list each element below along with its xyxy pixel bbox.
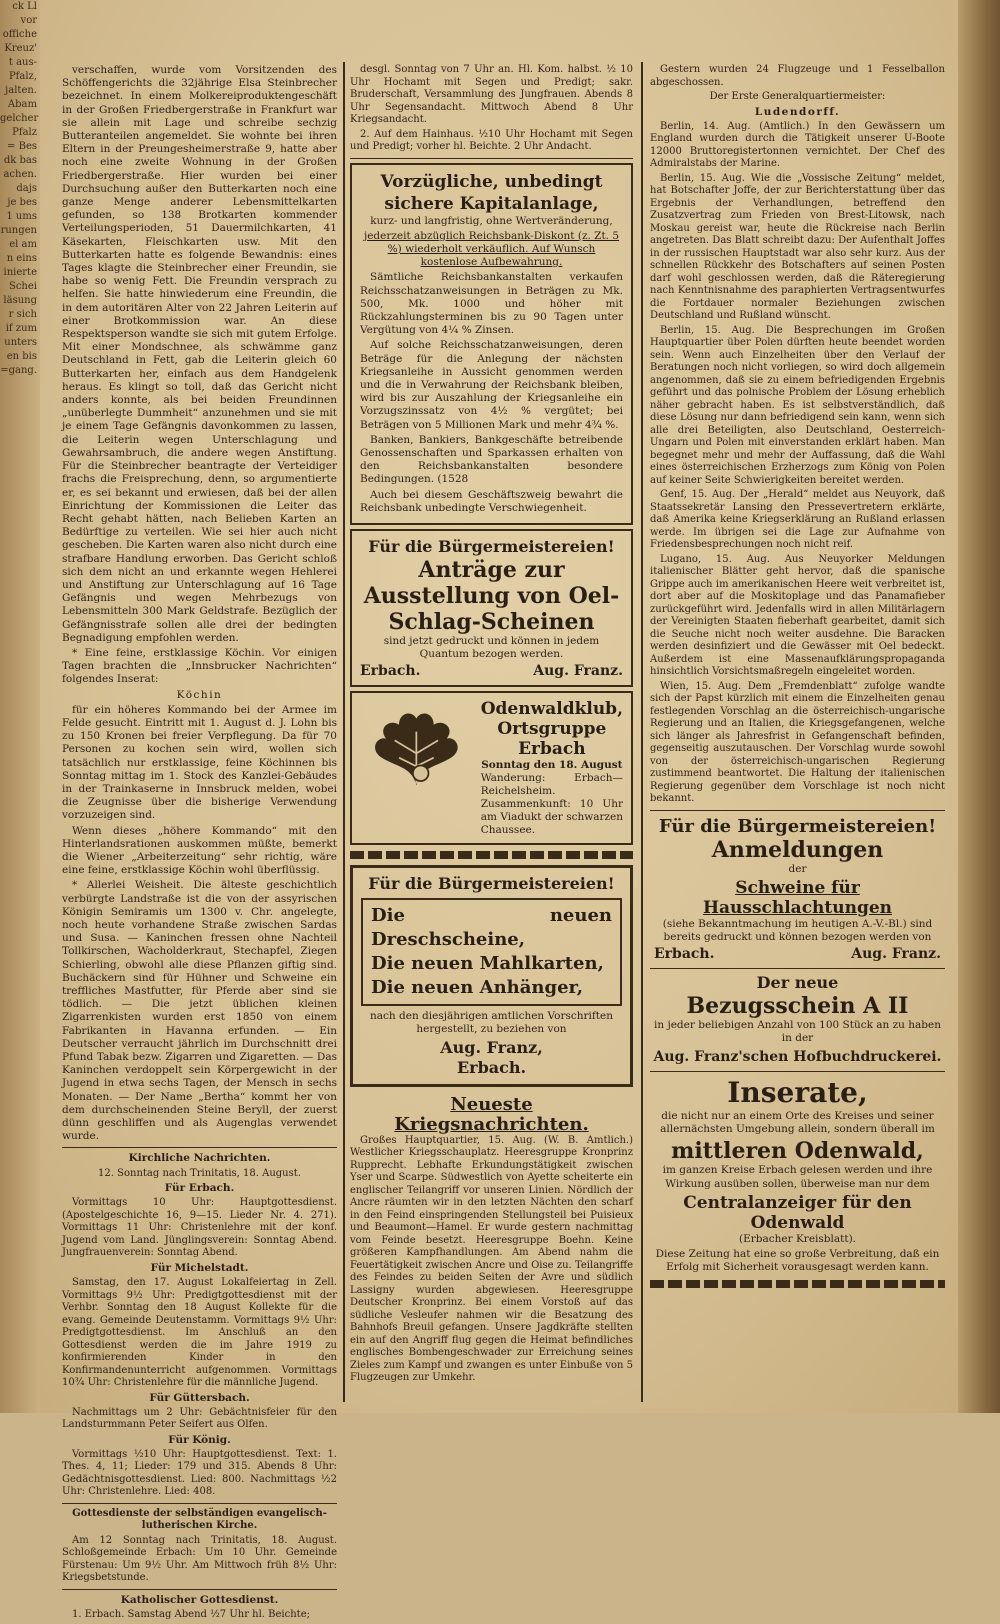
- ad-text: in jeder beliebigen Anzahl von 100 Stück an zu haben in der: [654, 1018, 941, 1044]
- ad-firm: Aug. Franz.: [533, 663, 623, 680]
- divider: [62, 1503, 337, 1504]
- margin-fragment: if zum: [5, 323, 37, 334]
- parish-text: Nachmittags um 2 Uhr: Gebächtnisfeier für den Landsturmmann Peter Seifert aus Olfen.: [62, 1406, 337, 1431]
- article-paragraph: Gestern wurden 24 Flugzeuge und 1 Fesselballon abgeschossen.: [650, 64, 945, 88]
- club-title: Odenwaldklub, Ortsgruppe Erbach: [480, 698, 623, 759]
- ad-title: Inserate,: [727, 1075, 868, 1109]
- article-paragraph: Berlin, 15. Aug. Die Besprechungen im Großen Hauptquartier über Polen dürften heute beendet worden sein. Wenn auch Einzelheiten über den Verlauf der Beratungen noch nicht vorliegen, so wird doch allgemein angenommen, daß sie zu einem befriedigenden Ergebnis geführt und das polnische Problem der Lösung erheblich näher gebracht haben. Es ist selbstverständlich, daß diese Lösung nur dann befriedigend sein kann, wenn sich alle drei Beteiligten, also Deutschland, Oesterreich-Ungarn und Polen mit einverstanden erklärt haben. Man begegnet mehr und mehr der Auffassung, daß die Wahl eines österreichischen Erzherzogs zum König von Polen auf keiner Seite Schwierigkeiten bereitet werden.: [650, 324, 945, 486]
- ad-text: (Erbacher Kreisblatt).: [738, 1232, 856, 1245]
- divider: [62, 1147, 337, 1148]
- margin-fragment: r sich: [8, 309, 37, 320]
- article-paragraph: Großes Hauptquartier, 15. Aug. (W. B. Amtlich.) Westlicher Kriegsschauplatz. Heeresgruppe Kronprinz Rupprecht. Lebhafte Erkundungstätigkeit zwischen Yser und Scarpe. Südwestlich von Ayette scheiterte ein englischer Teilangriff vor unseren Linien. Nördlich der Ancre räumten wir in den letzten Nächten den scharf in den Feind einspringenden Stellungsteil bei Puisieux und Beaumont—Hamel. Er wurde gestern nachmittag vom Feinde besetzt. Heeresgruppe Boehn. Keine größeren Kampfhandlungen. Am Abend nahm die Feuertätigkeit zwischen Ancre und Oise zu. Teilangriffe des Feindes zu beiden Seiten der Avre und südlich Lassigny wurden abgewiesen. Heeresgruppe Deutscher Kronprinz. Bei einem Vorstoß auf das südliche Vesleufer nahmen wir die Besatzung des Bahnhofs Breuil gefangen. Unsere Jagdkräfte stellten ein auf den Angriff flug gegen die Heimat befindliches englisches Bombengeschwader zur Erreichung seines Zieles zum Kampf und zwangen es unter Einbuße von 5 Flugzeugen zur Umkehr.: [350, 1134, 633, 1384]
- margin-fragment: ck Ll vor: [12, 1, 37, 26]
- parish-text: Vormittags 10 Uhr: Hauptgottesdienst. (Apostelgeschichte 16, 9—15. Lieder Nr. 4. 271). Vormittags 11 Uhr: Christenlehre mit der konf. Jugend vom Land. Jünglingsverein: Sonntag Abend. Jungfrauenverein: Sonntag Abend.: [62, 1197, 337, 1259]
- divider: [650, 968, 945, 969]
- margin-fragment: unters: [4, 337, 37, 348]
- oak-leaf-emblem-icon: [360, 699, 473, 799]
- article-paragraph: * Allerlei Weisheit. Die älteste geschichtlich verbürgte Landstraße ist die von der assyrischen Königin Semiramis um 1300 v. Chr. angelegte, noch heute vorhandene Straße zwischen Sardas und Susa. — Kaninchen fressen ohne Nachteil Tollkirschen, Wacholderkraut, Stechapfel, Ziegen Schierling, obwohl alle diese Pflanzen giftig sind. Buchäckern sind für Hühner und Schweine ein treffliches Mastfutter, für Pferde aber sind sie tödlich. — Die jetzt üblichen kleinen Zigarrenkisten wurden erst 1850 von einem Fabrikanten in Havanna erfunden. — Ein Deutscher verraucht jährlich im Durchschnitt drei Pfund Tabak bezw. Zigarren und Zigaretten. — Das Kaninchen verdoppelt sein Körpergewicht in der Jugend in etwa sechs Tagen, der Mensch in sechs Monaten. — Der Name „Bertha“ kommt her von dem durchscheinenden Steine Beryll, der zuerst dünn geschliffen und als Augenglas verwendet wurde.: [62, 879, 337, 1143]
- ad-inserate: [650, 1076, 945, 1274]
- ad-list-item: Die neuen Mahlkarten,: [371, 952, 604, 974]
- ad-heading: Der neue: [756, 972, 839, 992]
- article-paragraph: Berlin, 14. Aug. (Amtlich.) In den Gewässern um England wurden durch die Tätigkeit unserer U-Boote 12000 Bruttoregistertonnen vernichtet. Der Chef des Admiralstabs der Marine.: [650, 120, 945, 170]
- ad-list-item: Die neuen Anhänger,: [371, 976, 583, 998]
- divider: [650, 1071, 945, 1072]
- ad-text: die nicht nur an einem Orte des Kreises und seiner allernächsten Umgebung allein, sondern überall im: [660, 1109, 935, 1136]
- margin-fragment: gelcher: [0, 113, 39, 124]
- club-text: Wanderung: Erbach—Reichelsheim. Zusammenkunft: 10 Uhr am Viadukt der schwarzen Chaussee.: [480, 771, 623, 836]
- ornamental-border: [650, 1280, 945, 1288]
- ad-paragraph: Auch bei diesem Geschäftszweig bewahrt die Reichsbank unbedingte Verschwiegenheit.: [360, 488, 623, 514]
- parish-text: Am 12 Sonntag nach Trinitatis, 18. August. Schloßgemeinde Erbach: Um 10 Uhr. Gemeinde Fürstenau: Um 9½ Uhr. Am Mittwoch früh 8½ Uhr: Kriegsbetstunde.: [62, 1534, 337, 1584]
- ad-line: jederzeit abzüglich Reichsbank-Diskont (z. Zt. 5 %) wiederholt verkäuflich. Auf Wunsch kostenlose Aufbewahrung.: [363, 229, 620, 269]
- margin-fragment: en bis: [6, 351, 37, 362]
- ad-paper-name: Centralanzeiger für den Odenwald: [683, 1192, 912, 1233]
- margin-fragment: achen.: [3, 169, 37, 180]
- section-heading: Kirchliche Nachrichten.: [128, 1152, 271, 1165]
- article-paragraph: für ein höheres Kommando bei der Armee im Felde gesucht. Eintritt mit 1. August d. J. Lohn bis zu 150 Kronen bei freier Verpflegung. Da für 70 Personen zu kochen sein wird, wollen sich tatsächlich nur erstklassige, feine Köchinnen bis Sonntag mittag im 1. Stock des Kanzlei-Gebäudes in der Trainkaserne in Innsbruck melden, wobei die Zeugnisse über die bisherige Verwendung vorzuzeigen sind.: [62, 703, 337, 822]
- ad-line: kurz- und langfristig, ohne Wertveränderung,: [370, 214, 613, 227]
- ad-text: (siehe Bekanntmachung im heutigen A.-V.-Bl.) sind bereits gedruckt und können bezogen werden von: [662, 917, 933, 944]
- margin-fragment: Pfalz,: [8, 71, 37, 82]
- ad-subtitle: Schweine für Hausschlachtungen: [702, 877, 893, 918]
- column-2: [350, 64, 633, 1387]
- ad-heading: Für die Bürgermeistereien!: [368, 873, 615, 893]
- ad-kapitalanlage: [350, 163, 633, 525]
- parish-text: 1. Erbach. Samstag Abend ½7 Uhr hl. Beichte;: [72, 1609, 310, 1621]
- ad-text: im ganzen Kreise Erbach gelesen werden und ihre Wirkung ausüben sollen, überweise man nur dem: [662, 1164, 933, 1190]
- divider: [350, 158, 633, 159]
- parish-heading: Für Güttersbach.: [149, 1391, 250, 1404]
- ad-text: nach den diesjährigen amtlichen Vorschriften hergestellt, zu beziehen von: [370, 1009, 613, 1035]
- ad-paragraph: Sämtliche Reichsbankanstalten verkaufen Reichsschatzanweisungen in Beträgen zu Mk. 500, Mk. 1000 und höher mit Rückzahlungsterminen bis zu 90 Tagen unter Vergütung von 4¼ % Zinsen.: [360, 271, 623, 337]
- ad-bezugsschein: [650, 973, 945, 1067]
- article-paragraph: 2. Auf dem Hainhaus. ½10 Uhr Hochamt mit Segen und Predigt; vorher hl. Beichte. 2 Uhr Andacht.: [350, 128, 633, 152]
- ad-list-item: Die neuen Dreschscheine,: [371, 904, 612, 950]
- ad-dreschscheine: [350, 865, 633, 1087]
- article-paragraph: Wien, 15. Aug. Dem „Fremdenblatt“ zufolge wandte sich der Papst kürzlich mit einem die Einzelheiten genau festlegenden Vorschlag an die österreichisch-ungarische Regierung und an Italien, die Kriegsgefangenen, welche sich länger als Jahresfrist in Gefangenschaft befinden, gegenseitig auszutauschen. Der Vorschlag wurde sowohl von der österreichisch-ungarischen Regierung zustimmend beantwortet. Die Haltung der italienischen Regierung gegenüber dem Vorschlage ist noch nicht bekannt.: [650, 680, 945, 805]
- ad-firm: Aug. Franz,: [440, 1037, 543, 1057]
- article-paragraph: Wenn dieses „höhere Kommando“ mit den Hinterlandsrationen auskommen müßte, bemerkt die Wiener „Arbeiterzeitung“ sehr richtig, wäre eine feine, erstklassige Köchin wohl überflüssig.: [62, 824, 337, 877]
- ad-firm: Aug. Franz'schen Hofbuchdruckerei.: [653, 1048, 942, 1065]
- margin-fragment: je bes: [7, 197, 37, 208]
- ad-title: Anträge zur Ausstellung von Oel-Schlag-Scheinen: [363, 556, 620, 635]
- margin-fragment: 1 ums: [6, 211, 37, 222]
- section-subheading: 12. Sonntag nach Trinitatis, 18. August.: [98, 1167, 301, 1179]
- section-heading: Neueste Kriegsnachrichten.: [394, 1093, 589, 1135]
- left-margin-fragments: [0, 0, 40, 1413]
- ad-schweine: [650, 815, 945, 964]
- margin-fragment: inierte: [3, 267, 37, 278]
- divider: [650, 810, 945, 811]
- divider: [62, 1589, 337, 1590]
- article-paragraph: Lugano, 15. Aug. Aus Neuyorker Meldungen italienischer Blätter geht hervor, daß die spanische Grippe auch im amerikanischen Heere weit verbreitet ist, dort aber auf die Moskitoplage und das Panamafieber zurückgeführt wird. Jedenfalls wird in allen Militärlagern der Vereinigten Staaten fieberhaft gearbeitet, damit sich die Seuche nicht noch weiter ausdehne. Die Baracken werden desinfiziert und die Gewässer mit Oel bedeckt. Außerdem ist eine Massenaufklärungspropaganda hinsichtlich Vorsichtsmaßregeln eingeleitet worden.: [650, 553, 945, 678]
- margin-fragment: rungen: [0, 225, 37, 236]
- ad-text: Diese Zeitung hat eine so große Verbreitung, daß ein Erfolg mit Sicherheit vorausgesagt werden kann.: [655, 1247, 940, 1274]
- column-divider: [641, 62, 643, 1402]
- parish-text: Vormittags ½10 Uhr: Hauptgottesdienst. Text: 1. Thes. 4, 11; Lieder: 179 und 315. Abends 8 Uhr: Gedächtnisgottesdienst. Lied: 800. Nachmittags ½2 Uhr: Christenlehre. Lied: 408.: [62, 1448, 337, 1498]
- ad-firm: Aug. Franz.: [851, 946, 941, 963]
- margin-fragment: jalten.: [5, 85, 37, 96]
- article-paragraph: * Eine feine, erstklassige Köchin. Vor einigen Tagen brachten die „Innsbrucker Nachrichten“ folgendes Inserat:: [62, 646, 337, 686]
- ad-place: Erbach.: [456, 1057, 527, 1077]
- parish-text: Samstag, den 17. August Lokalfeiertag in Zell. Vormittags 9½ Uhr: Predigtgottesdienst mit der Verhbr. Sonntag den 18 August Kollekte für die evang. Gemeinde Deutenstamm. Vormittags 9½ Uhr: Predigtgottesdienst. Im Anschluß an den Gottesdienst werden die im Jahre 1919 zu konfirmierenden Kinder in den Konfirmandenunterricht aufgenommen. Vormittags 10¾ Uhr: Christenlehre für die männliche Jugend.: [62, 1277, 337, 1389]
- margin-fragment: =gang.: [0, 365, 37, 376]
- ad-text: der: [788, 862, 807, 875]
- ad-oel-schlag: [350, 529, 633, 687]
- signature-name: Ludendorff.: [754, 105, 841, 118]
- ad-paragraph: Banken, Bankiers, Bankgeschäfte betreibende Genossenschaften und Sparkassen erhalten von den Reichsbankanstalten besondere Bedingungen. (1528: [360, 433, 623, 486]
- ad-text: sind jetzt gedruckt und können in jedem Quantum bezogen werden.: [383, 634, 600, 661]
- ad-odenwaldklub: [350, 691, 633, 845]
- margin-fragment: Kreuz': [4, 43, 37, 54]
- margin-fragment: n eins: [6, 253, 37, 264]
- section-heading: Katholischer Gottesdienst.: [120, 1593, 279, 1606]
- signature-heading: Der Erste Generalquartiermeister:: [709, 91, 886, 102]
- article-paragraph: Berlin, 15. Aug. Wie die „Vossische Zeitung“ meldet, hat Botschafter Joffe, der zur Berichterstattung über das Ergebnis der Verhandlungen, betreffend den Zusatzvertrag zum Frieden von Brest-Litowsk, nach Moskau gereist war, heute die Rückreise nach Berlin angetreten. Das Blatt schreibt dazu: Der Aufenthalt Joffes in der russischen Hauptstadt war also sehr kurz. Aus der schnellen Rückkehr des Botschafters auf seinen Posten darf wohl geschlossen werden, daß die Räteregierung nach Kenntnisnahme des paraphierten Vertragsentwurfes die Fortdauer normaler Beziehungen zwischen Deutschland und Rußland wünscht.: [650, 172, 945, 322]
- parish-heading: Für Michelstadt.: [150, 1261, 249, 1274]
- ad-place: Erbach.: [360, 663, 421, 680]
- margin-fragment: dk bas: [3, 155, 37, 166]
- ad-heading: Für die Bürgermeistereien!: [658, 815, 937, 837]
- ornamental-border: [350, 851, 633, 859]
- ad-region: mittleren Odenwald,: [671, 1138, 924, 1165]
- club-date: Sonntag den 18. August: [481, 758, 623, 771]
- parish-heading: Für Erbach.: [164, 1182, 235, 1195]
- article-paragraph: desgl. Sonntag von 7 Uhr an. Hl. Kom. halbst. ½ 10 Uhr Hochamt mit Segen und Predigt; sakr. Bruderschaft, Versammlung des Jungfrauen. Abends 8 Uhr Segensandacht. Mittwoch Abend 8 Uhr Kriegsandacht.: [350, 64, 633, 125]
- margin-fragment: offiche: [2, 29, 37, 40]
- margin-fragment: Schei: [8, 281, 37, 292]
- column-1: [62, 64, 337, 1624]
- margin-fragment: Abam: [7, 99, 37, 110]
- margin-fragment: = Bes: [7, 141, 37, 152]
- margin-fragment: Pfalz: [12, 127, 37, 138]
- ad-heading: Für die Bürgermeistereien!: [368, 536, 615, 556]
- column-divider: [343, 62, 345, 1402]
- parish-heading: Für König.: [168, 1433, 231, 1446]
- article-paragraph: verschaffen, wurde vom Vorsitzenden des Schöffengerichts die 32jährige Elsa Steinbrecher bezeichnet. In einem Molkereiproduktengeschäft in der Großen Friedbergerstraße in Frankfurt war sie allein mit Lage und schreibe sechzig Butteranteilen angemeldet. Sie wohnte bei ihren Eltern in der Preungesheimerstraße 9, hatte aber noch eine zweite Wohnung in der Großen Friedbergerstraße. Hier wurden bei einer Durchsuchung außer den Butterkarten noch eine ganze Menge anderer Lebensmittelkarten gefunden, so 138 Brotkarten kommender Verteilungsperioden, 51 Dauermilchkarten, 41 Käsekarten, Fleischkarten usw. Mit den Butterkarten hatte es folgende Bewandnis: eines Tages klagte die Steinbrecher einer Freundin, sie habe so wenig Fett. Die Freundin versprach zu helfen. Sie hatte hinwiederum eine Freundin, die in dem autoritären Alter von 22 Jahren Leiterin auf einer Brotkommission war. An diese Respektsperson wandte sie sich mit gutem Erfolge. Mit einer Mondschnee, als schwämme ganz Deutschland in Fett, gab die Leiterin gleich 60 Butterkarten her, einfach aus dem Handgelenk heraus. Es klingt so toll, daß das Gericht nicht anders konnte, als bei beiden Freundinnen „unüberlegte Dummheit“ anzunehmen und sie mit je einem Tage Gefängnis davonkommen zu lassen, die Leiterin wegen Unterschlagung und Gewahrsambruch, die andere wegen Anstiftung. Für die Steinbrecher beantragte der Verteidiger frachs die Freisprechung, denn, so argumentierte er, es sei bekannt und erwiesen, daß bei der allen Einrichtung der Kommissionen die Leiter das Recht gehabt hätten, nach Belieben Karten an Bedürftige zu verteilen. Wie sei hier auch nicht gescheben. Die Karten waren also nicht durch eine strafbare Handlung erworben. Das Gericht schloß sich dem nicht an und erkannte wegen Hehlerei und Anstiftung zur Unterschlagung auf 16 Tage Gefängnis und wegen Mehrbezugs von Lebensmitteln 300 Mark Geldstrafe. Bezüglich der Gefängnisstrafe sollen alle drei der bedingten Begnadigung empfohlen werden.: [62, 64, 337, 644]
- ad-title: Anmeldungen: [711, 836, 884, 863]
- ad-title: Bezugsschein A II: [686, 992, 909, 1019]
- margin-fragment: läsung: [3, 295, 37, 306]
- inserat-heading: Köchin: [176, 688, 223, 701]
- page-edge-right: [958, 0, 1000, 1413]
- margin-fragment: dajs: [16, 183, 37, 194]
- ad-title: Vorzügliche, unbedingt sichere Kapitalanlage,: [380, 171, 603, 214]
- margin-fragment: el am: [9, 239, 37, 250]
- section-heading: Gottesdienste der selbständigen evangelisch-lutherischen Kirche.: [72, 1507, 327, 1532]
- article-paragraph: Genf, 15. Aug. Der „Herald“ meldet aus Neuyork, daß Staatssekretär Lansing den Pressevertretern erklärte, daß Amerika keine Kriegserklärung an Rußland erlassen werde. Im übrigen sei die Lage zur Aufnahme von Friedensbesprechungen noch nicht reif.: [650, 489, 945, 551]
- column-3: [650, 64, 945, 1294]
- ad-paragraph: Auf solche Reichsschatzanweisungen, deren Beträge für die Anlegung der nächsten Kriegsanleihe in Aussicht genommen werden und die in Verwahrung der Reichsbank bleiben, wird bis zur Auszahlung der Kriegsanleihe ein Vorzugszinssatz von 4½ % vergütet; bei Beträgen von 5 Millionen Mark und mehr 4¾ %.: [360, 339, 623, 431]
- ad-place: Erbach.: [654, 946, 715, 963]
- margin-fragment: t aus-: [8, 57, 37, 68]
